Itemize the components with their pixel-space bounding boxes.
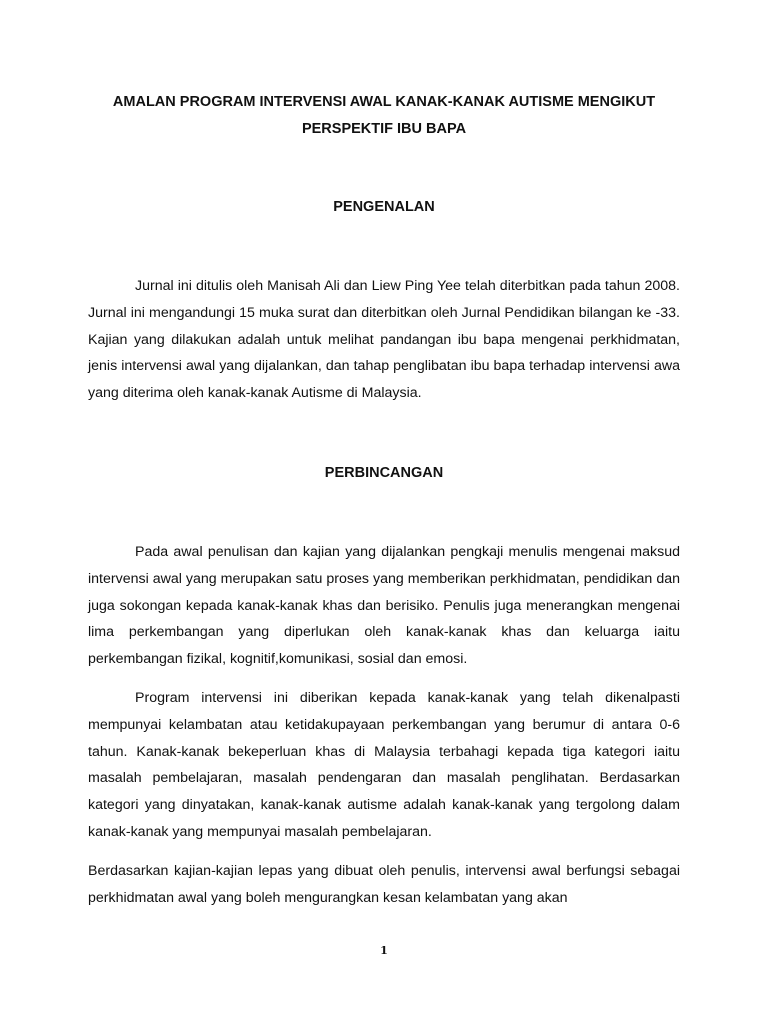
document-title: AMALAN PROGRAM INTERVENSI AWAL KANAK-KANAK AUTISME MENGIKUT PERSPEKTIF IBU BAPA (112, 94, 656, 137)
paragraph-discussion-1: Pada awal penulisan dan kajian yang dijalankan pengkaji menulis mengenai maksud intervensi awal yang merupakan satu proses yang memberikan perkhidmatan, pendidikan dan juga sokongan kepada kanak-kanak khas dan berisiko. Penulis juga menerangkan mengenai lima perkembangan yang diperlukan oleh kanak-kanak khas dan keluarga iaitu perkembangan fizikal, kognitif,komunikasi, sosial dan emosi. (88, 544, 680, 668)
paragraph-discussion-2: Program intervensi ini diberikan kepada kanak-kanak yang telah dikenalpasti mempunyai kelambatan atau ketidakupayaan perkembangan yang berumur di antara 0-6 tahun. Kanak-kanak bekeperluan khas di Malaysia terbahagi kepada tiga kategori iaitu masalah pembelajaran, masalah pendengaran dan masalah penglihatan. Berdasarkan kategori yang dinyatakan, kanak-kanak autisme adalah kanak-kanak yang tergolong dalam kanak-kanak yang mempunyai masalah pembelajaran. (88, 690, 680, 840)
paragraph-discussion-3: Berdasarkan kajian-kajian lepas yang dibuat oleh penulis, intervensi awal berfungsi sebagai perkhidmatan awal yang boleh mengurangkan kesan kelambatan yang akan (88, 863, 680, 906)
section-heading-pengenalan: PENGENALAN (333, 199, 435, 215)
page-number: 1 (380, 944, 388, 957)
paragraph-intro: Jurnal ini ditulis oleh Manisah Ali dan Liew Ping Yee telah diterbitkan pada tahun 2008. Jurnal ini mengandungi 15 muka surat dan diterbitkan oleh Jurnal Pendidikan bilangan ke -33. Kajian yang dilakukan adalah untuk melihat pandangan ibu bapa mengenai perkhidmatan, jenis intervensi awal yang dijalankan, dan tahap penglibatan ibu bapa terhadap intervensi awa yang diterima oleh kanak-kanak Autisme di Malaysia. (88, 278, 680, 402)
section-heading-perbincangan: PERBINCANGAN (324, 465, 444, 481)
